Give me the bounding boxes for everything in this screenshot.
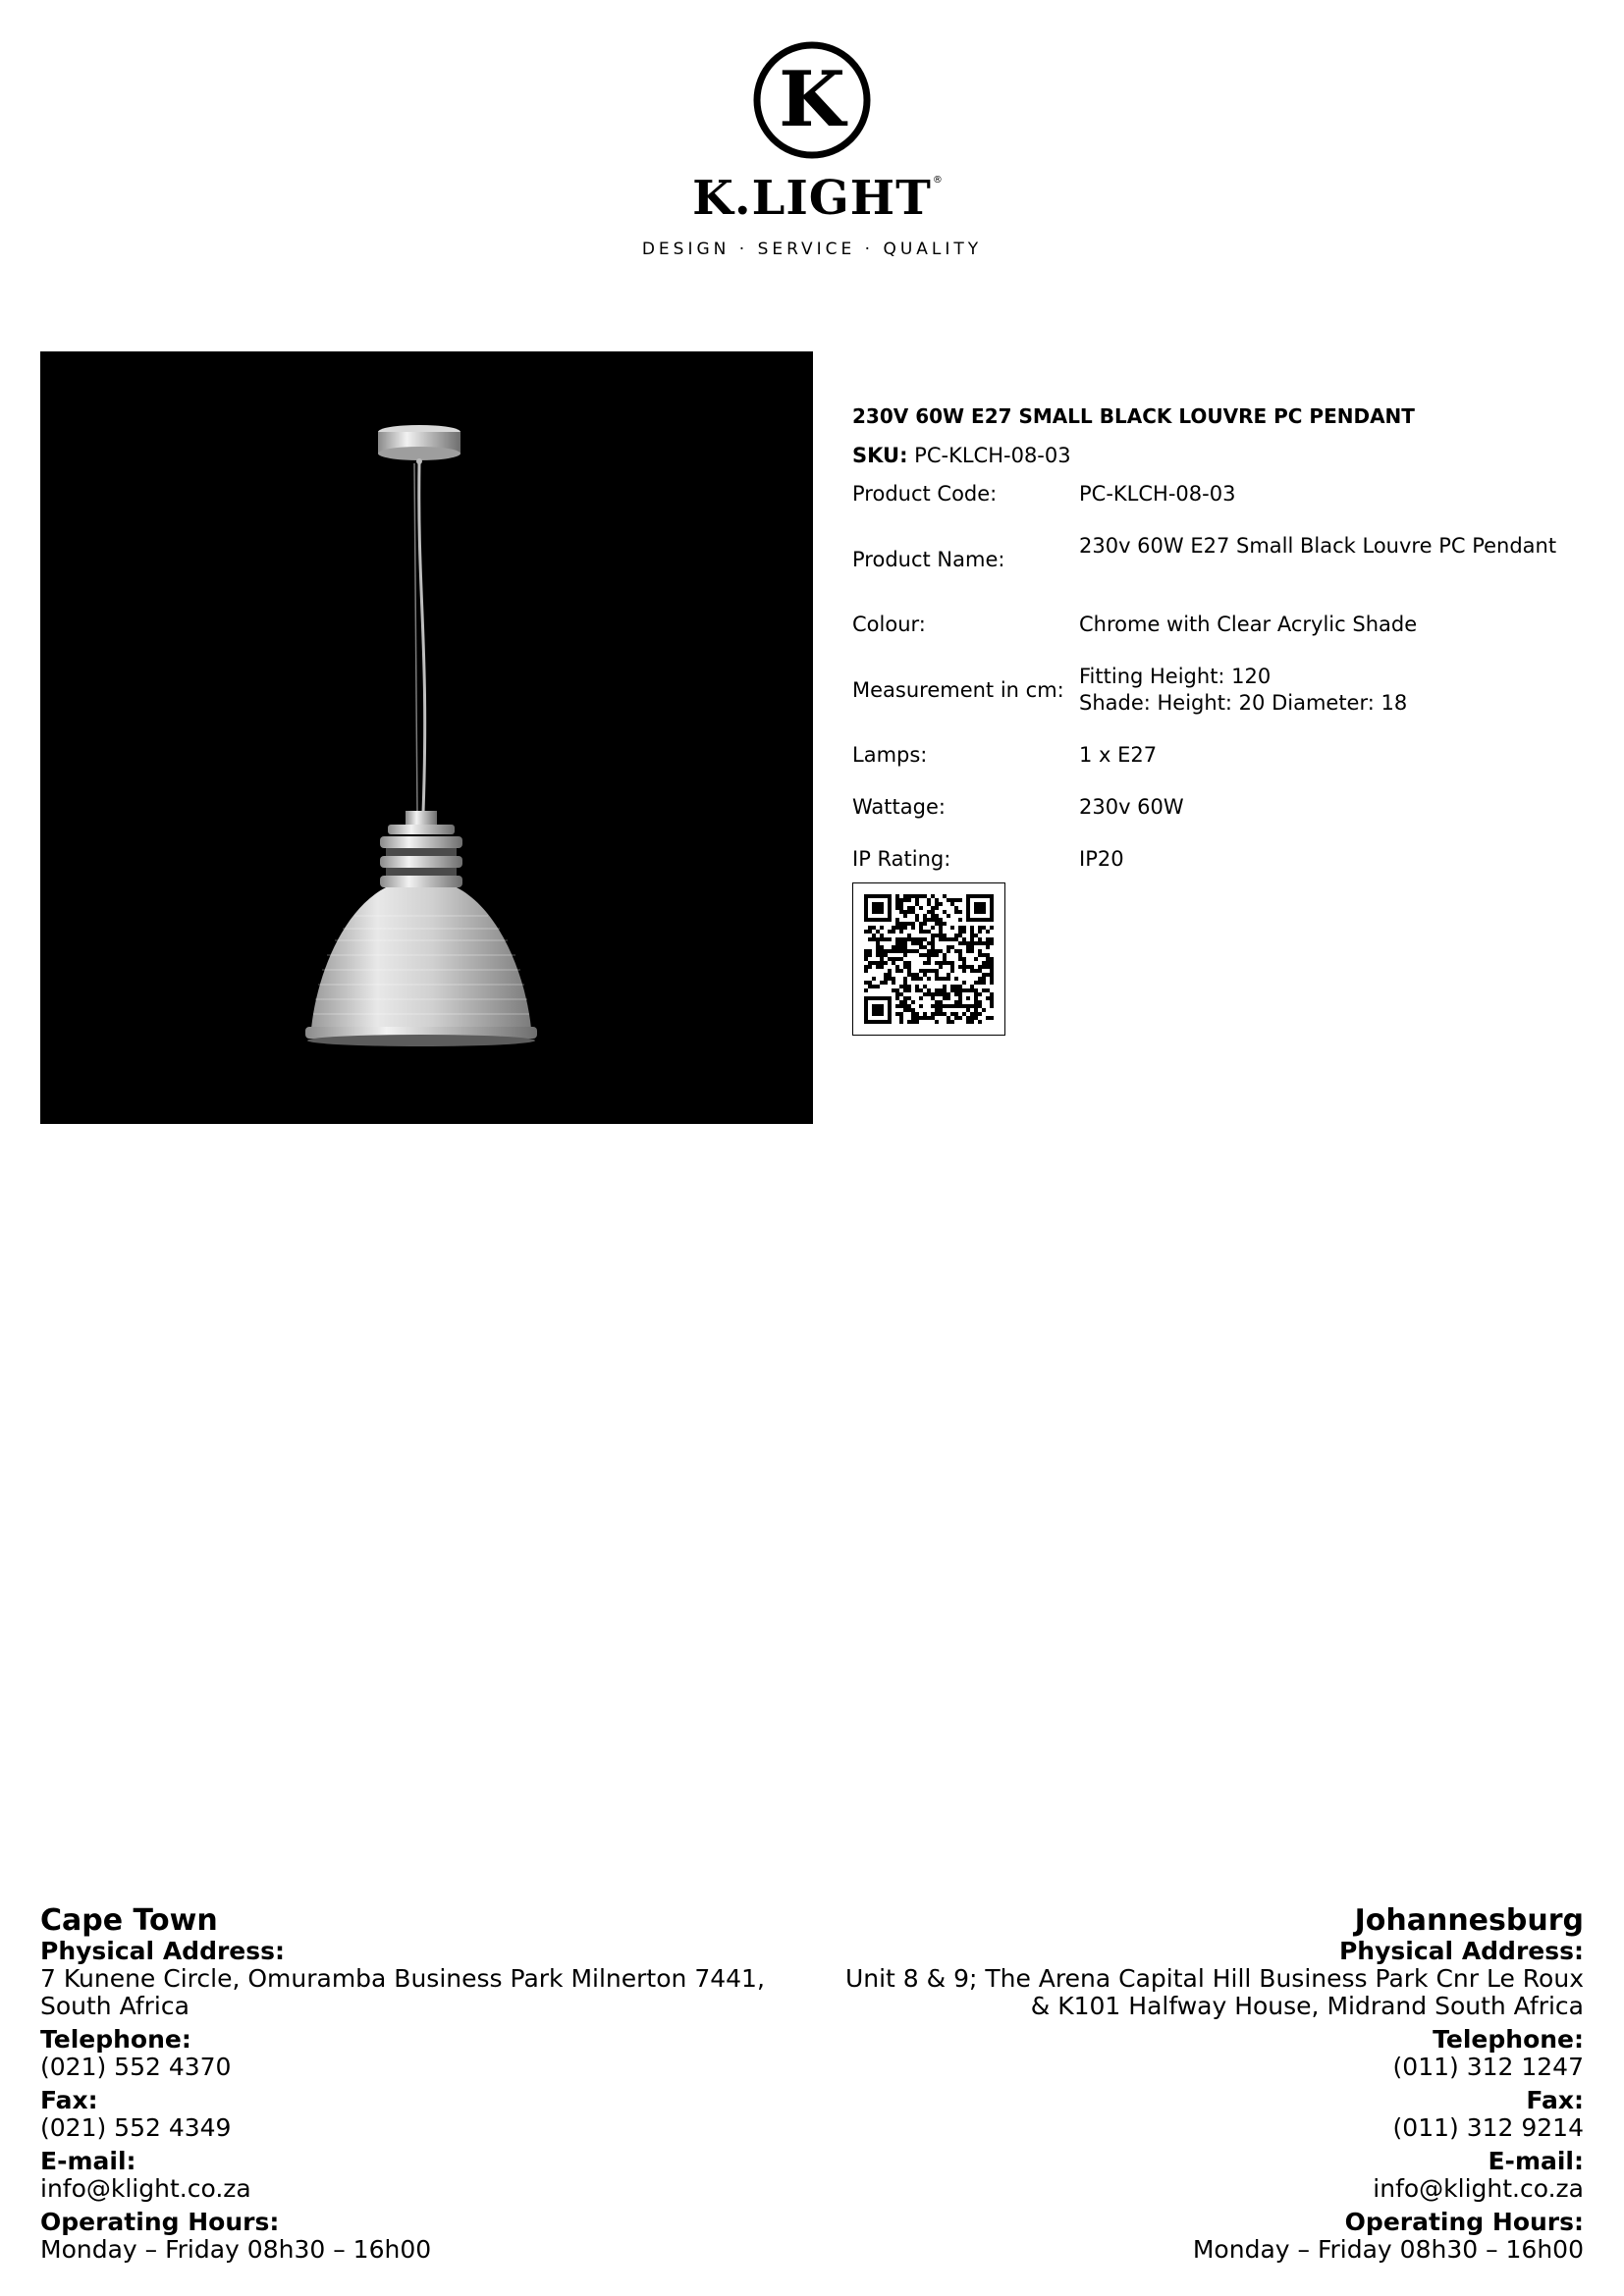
logo-letter: K [779, 55, 845, 144]
spec-value: IP20 [1079, 847, 1124, 871]
address-line-1: Unit 8 & 9; The Arena Capital Hill Business Park Cnr Le Roux [844, 1964, 1584, 1993]
fax-value: (021) 552 4349 [40, 2113, 232, 2142]
brand-name-text: K.LIGHT [692, 171, 932, 226]
spec-label: IP Rating: [852, 847, 951, 871]
product-title: 230V 60W E27 SMALL BLACK LOUVRE PC PENDANT [852, 404, 1415, 428]
telephone-value[interactable]: (021) 552 4370 [40, 2053, 232, 2081]
spec-label: Colour: [852, 613, 926, 636]
hours-label: Operating Hours: [40, 2208, 280, 2236]
telephone-label: Telephone: [1433, 2025, 1584, 2054]
brand-header [0, 39, 1624, 259]
spec-row-product-code [852, 481, 1598, 507]
spec-value: 1 x E27 [1079, 743, 1158, 767]
spec-value: 230v 60W [1079, 795, 1184, 819]
product-image [40, 351, 813, 1124]
spec-label: Product Code: [852, 482, 998, 506]
footer-johannesburg [808, 1904, 1584, 2264]
brand-name [692, 171, 944, 226]
address-label: Physical Address: [40, 1937, 286, 1965]
email-link[interactable]: info@klight.co.za [40, 2174, 251, 2203]
address-label: Physical Address: [1338, 1937, 1584, 1965]
hours-value: Monday – Friday 08h30 – 16h00 [40, 2235, 432, 2264]
email-label: E-mail: [1488, 2147, 1584, 2175]
spec-row-product-name [852, 533, 1598, 586]
qr-code[interactable] [852, 882, 1005, 1036]
sku-label: SKU: [852, 444, 908, 467]
pendant-lamp-photo-icon [40, 351, 813, 1124]
measurement-line-1: Fitting Height: 120 [1079, 665, 1272, 688]
spec-row-measurement [852, 664, 1598, 717]
address-line-1: 7 Kunene Circle, Omuramba Business Park Milnerton 7441, [40, 1964, 765, 1993]
measurement-line-2: Shade: Height: 20 Diameter: 18 [1079, 691, 1408, 715]
footer-cape-town [40, 1904, 816, 2264]
telephone-value[interactable]: (011) 312 1247 [1392, 2053, 1584, 2081]
spec-row-colour [852, 612, 1598, 638]
fax-value: (011) 312 9214 [1392, 2113, 1584, 2142]
fax-label: Fax: [40, 2086, 98, 2114]
fax-label: Fax: [1526, 2086, 1584, 2114]
product-details [852, 404, 1598, 1036]
spec-label: Measurement in cm: [852, 677, 1064, 702]
hours-value: Monday – Friday 08h30 – 16h00 [1192, 2235, 1584, 2264]
email-label: E-mail: [40, 2147, 136, 2175]
address-line-2: & K101 Halfway House, Midrand South Africa [1030, 1992, 1584, 2020]
spec-value [1079, 664, 1598, 717]
brand-tagline: DESIGN · SERVICE · QUALITY [641, 240, 983, 259]
city-name: Cape Town [40, 1903, 218, 1938]
spec-value: 230v 60W E27 Small Black Louvre PC Pendant [1079, 534, 1557, 558]
spec-row-lamps [852, 742, 1598, 769]
sku-line [852, 444, 1598, 467]
spec-label: Lamps: [852, 743, 928, 767]
hours-label: Operating Hours: [1344, 2208, 1584, 2236]
city-name: Johannesburg [1354, 1903, 1584, 1938]
address-line-2: South Africa [40, 1992, 189, 2020]
spec-value: Chrome with Clear Acrylic Shade [1079, 613, 1418, 636]
spec-row-ip-rating [852, 846, 1598, 873]
qr-code-icon [864, 894, 994, 1024]
spec-label: Product Name: [852, 547, 1005, 571]
sku-value: PC-KLCH-08-03 [914, 444, 1071, 467]
telephone-label: Telephone: [40, 2025, 191, 2054]
registered-mark: ® [932, 175, 944, 186]
spec-label: Wattage: [852, 795, 946, 819]
k-logo-icon [751, 39, 873, 161]
email-link[interactable]: info@klight.co.za [1373, 2174, 1584, 2203]
spec-value: PC-KLCH-08-03 [1079, 482, 1236, 506]
spec-row-wattage [852, 794, 1598, 821]
